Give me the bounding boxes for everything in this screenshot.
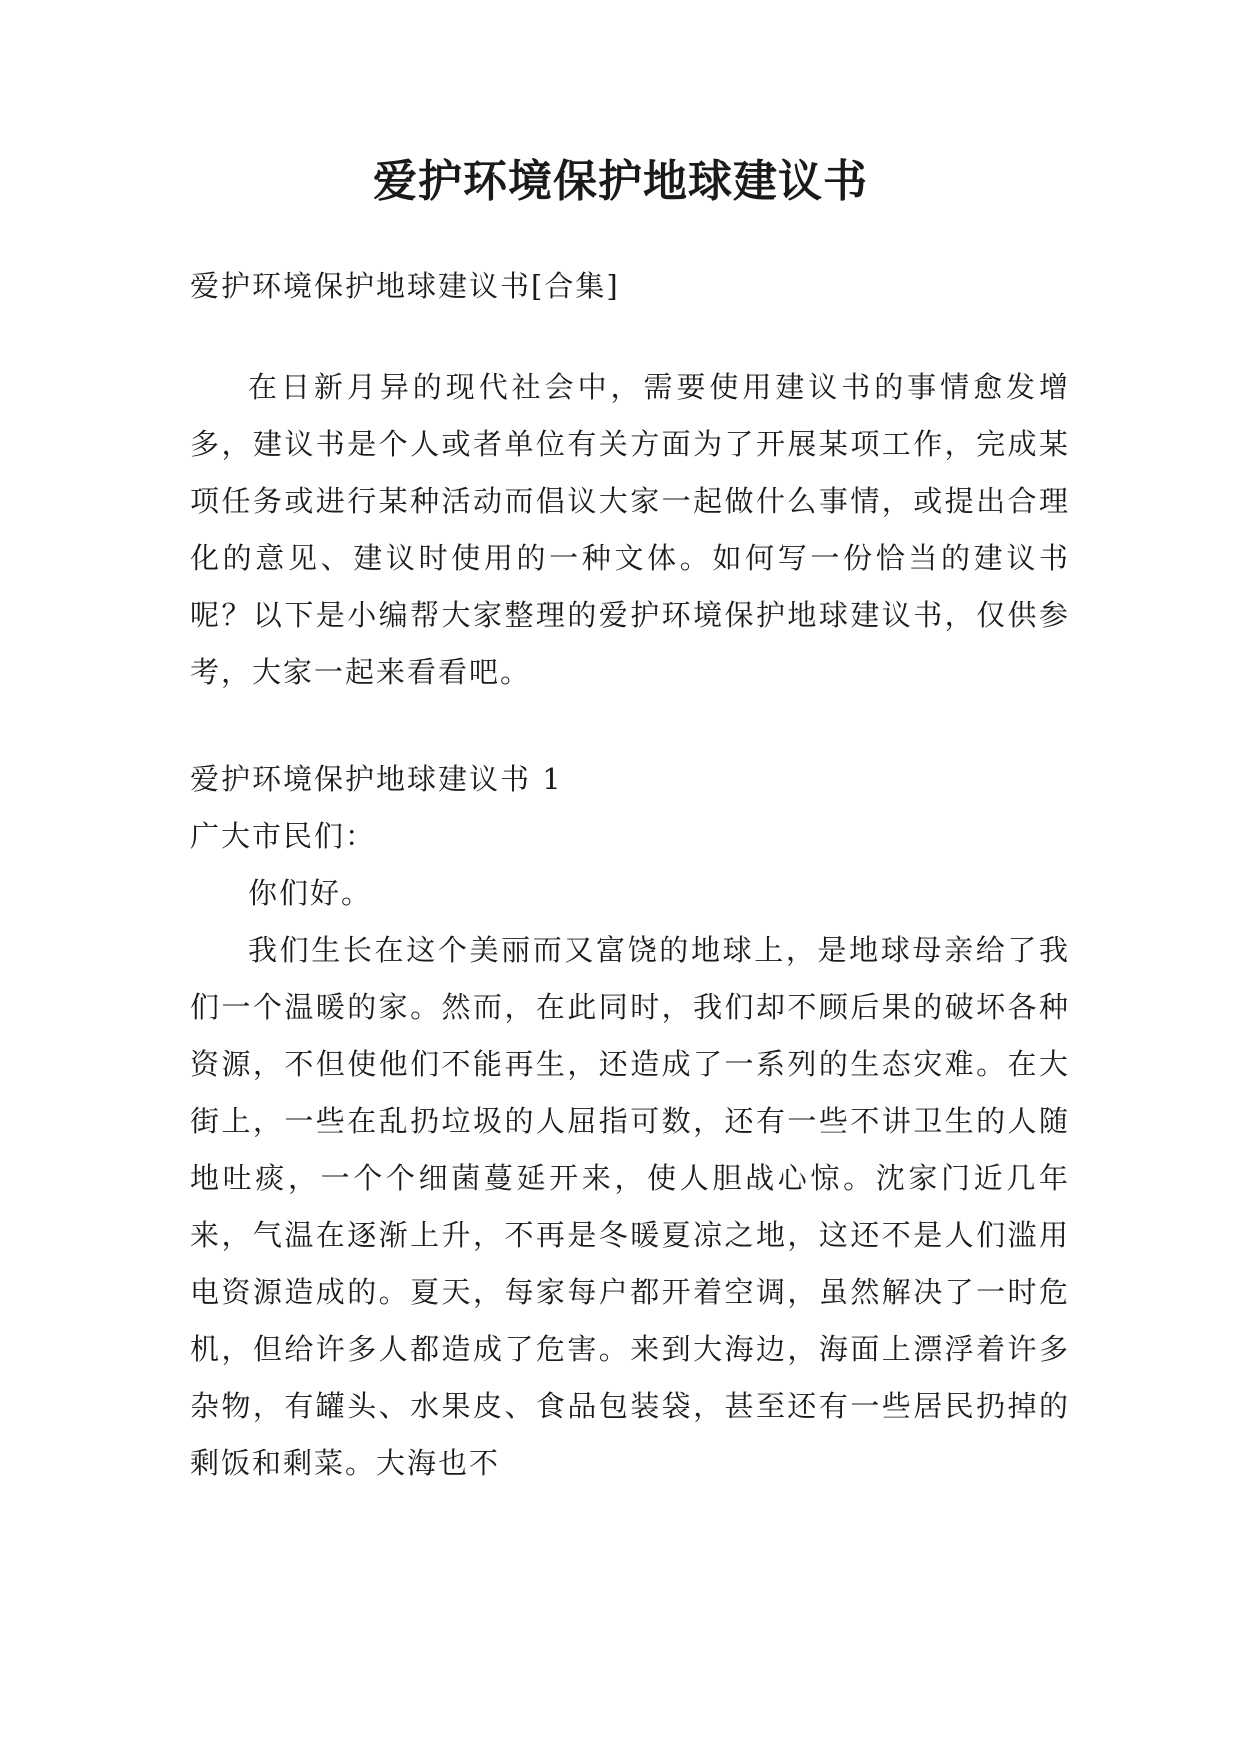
body-paragraph: 我们生长在这个美丽而又富饶的地球上，是地球母亲给了我们一个温暖的家。然而，在此同时，我们却不顾后果的破坏各种资源，不但使他们不能再生，还造成了一系列的生态灾难。在大街上，一些在乱扔垃圾的人屈指可数，还有一些不讲卫生的人随地吐痰，一个个细菌蔓延开来，使人胆战心惊。沈家门近几年来，气温在逐渐上升，不再是冬暖夏凉之地，这还不是人们滥用电资源造成的。夏天，每家每户都开着空调，虽然解决了一时危机，但给许多人都造成了危害。来到大海边，海面上漂浮着许多杂物，有罐头、水果皮、食品包装袋，甚至还有一些居民扔掉的剩饭和剩菜。大海也不: [190, 933, 1070, 1480]
greeting: 你们好。: [248, 876, 373, 910]
salutation: 广大市民们：: [190, 819, 377, 853]
intro-paragraph: 在日新月异的现代社会中，需要使用建议书的事情愈发增多，建议书是个人或者单位有关方面为了开展某项工作，完成某项任务或进行某种活动而倡议大家一起做什么事情，或提出合理化的意见、建议时使用的一种文体。如何写一份恰当的建议书呢？以下是小编帮大家整理的爱护环境保护地球建议书，仅供参考，大家一起来看看吧。: [190, 370, 1070, 689]
document-title: 爱护环境保护地球建议书: [373, 156, 868, 207]
document-subtitle: 爱护环境保护地球建议书[合集]: [190, 269, 620, 303]
document-body: [190, 258, 1070, 1492]
section-heading: 爱护环境保护地球建议书 1: [190, 762, 563, 796]
